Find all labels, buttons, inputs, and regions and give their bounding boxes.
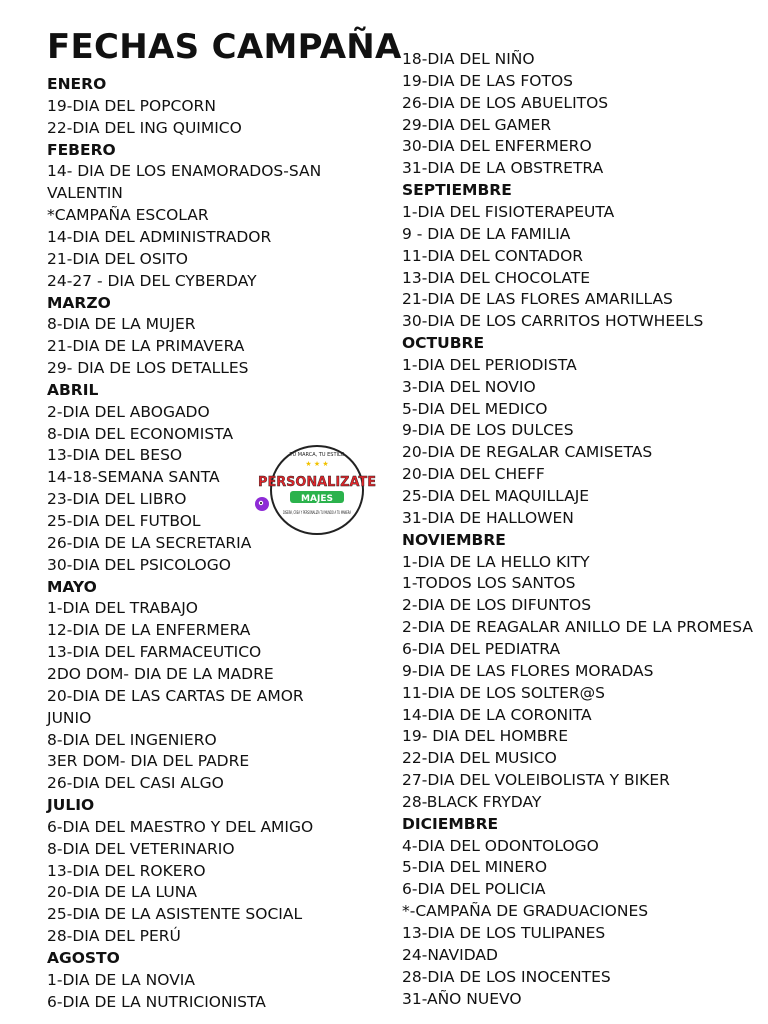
date-entry: 27-DIA DEL VOLEIBOLISTA Y BIKER (402, 771, 670, 790)
date-entry: 22-DIA DEL MUSICO (402, 749, 557, 768)
date-entry: 11-DIA DEL CONTADOR (402, 246, 584, 265)
date-entry: 14-DIA DE LA CORONITA (402, 705, 592, 724)
date-entry: 3ER DOM- DIA DEL PADRE (47, 752, 250, 771)
date-entry: 20-DIA DE LA LUNA (47, 883, 197, 902)
date-entry: 8-DIA DEL VETERINARIO (47, 839, 235, 858)
date-entry: 1-DIA DE LA HELLO KITY (402, 552, 590, 571)
date-entry: 1-DIA DEL FISIOTERAPEUTA (402, 202, 615, 221)
date-entry: 5-DIA DEL MEDICO (402, 399, 548, 418)
date-entry: 11-DIA DE LOS SOLTER@S (402, 683, 605, 702)
date-entry: 31-DIA DE LA OBSTRETRA (402, 159, 604, 178)
logo-bottom-text: DISEÑA, CREA Y PERSONALIZA TU MUNDO A TU MANERA (283, 510, 352, 515)
month-heading: JULIO (47, 796, 95, 815)
date-entry: 30-DIA DEL ENFERMERO (402, 137, 592, 156)
month-heading: DICIEMBRE (402, 814, 499, 833)
date-entry: 19- DIA DEL HOMBRE (402, 727, 568, 746)
date-entry: 25-DIA DE LA ASISTENTE SOCIAL (47, 905, 303, 924)
date-entry: 13-DIA DE LOS TULIPANES (402, 924, 606, 942)
date-entry: 4-DIA DEL ODONTOLOGO (402, 836, 599, 855)
date-entry: 9-DIA DE LOS DULCES (402, 421, 574, 440)
date-entry: 28-DIA DEL PERÚ (47, 927, 181, 946)
date-entry: JUNIO (47, 708, 92, 727)
date-entry: *CAMPAÑA ESCOLAR (47, 206, 209, 225)
date-entry: 20-DIA DE REGALAR CAMISETAS (402, 443, 653, 462)
date-entry: 21-DIA DE LA PRIMAVERA (47, 337, 245, 356)
date-entry: 13-DIA DEL FARMACEUTICO (47, 643, 262, 662)
month-heading: SEPTIEMBRE (402, 181, 512, 200)
date-entry: 19-DIA DE LAS FOTOS (402, 71, 573, 90)
logo-sub-text: MAJES (301, 494, 333, 504)
date-entry: 25-DIA DEL FUTBOL (47, 512, 201, 530)
date-entry: 14-18-SEMANA SANTA (47, 468, 220, 487)
date-entry: 30-DIA DEL PSICOLOGO (47, 555, 231, 574)
date-entry: 9-DIA DE LAS FLORES MORADAS (402, 661, 654, 680)
date-entry: 31-DIA DE HALLOWEN (402, 508, 574, 527)
date-entry: 2-DIA DE REAGALAR ANILLO DE LA PROMESA (402, 618, 753, 637)
date-entry: 8-DIA DEL ECONOMISTA (47, 424, 234, 443)
date-entry: 31-AÑO NUEVO (402, 989, 522, 1008)
date-entry: 6-DIA DEL MAESTRO Y DEL AMIGO (47, 817, 314, 836)
date-entry: 14-DIA DEL ADMINISTRADOR (47, 227, 272, 246)
date-entry: *-CAMPAÑA DE GRADUACIONES (402, 902, 649, 921)
date-entry: 2-DIA DE LOS DIFUNTOS (402, 596, 592, 615)
date-entry: 6-DIA DEL POLICIA (402, 880, 546, 899)
date-entry: 21-DIA DEL OSITO (47, 249, 188, 268)
page-title: FECHAS CAMPAÑA (47, 27, 402, 67)
date-entry: 3-DIA DEL NOVIO (402, 377, 536, 396)
month-heading: ENERO (47, 75, 107, 93)
date-entry: 6-DIA DEL PEDIATRA (402, 639, 561, 658)
date-entry: 25-DIA DEL MAQUILLAJE (402, 487, 590, 505)
date-entry: 18-DIA DEL NIÑO (402, 50, 535, 68)
date-entry: 5-DIA DEL MINERO (402, 858, 548, 877)
date-entry: 21-DIA DE LAS FLORES AMARILLAS (402, 290, 673, 309)
logo-main-text: PERSONALIZATE (258, 475, 376, 490)
date-entry: 29-DIA DEL GAMER (402, 115, 552, 134)
date-entry: 13-DIA DEL ROKERO (47, 861, 206, 880)
date-entry: 29- DIA DE LOS DETALLES (47, 359, 249, 378)
date-entry: 12-DIA DE LA ENFERMERA (47, 621, 251, 640)
date-entry: 19-DIA DEL POPCORN (47, 96, 216, 115)
month-heading: MAYO (47, 577, 97, 596)
date-entry: 20-DIA DEL CHEFF (402, 465, 545, 484)
date-entry: 8-DIA DEL INGENIERO (47, 730, 217, 749)
date-entry: 1-DIA DEL TRABAJO (47, 599, 199, 618)
date-entry: 23-DIA DEL LIBRO (47, 490, 187, 509)
date-entry: 2-DIA DEL ABOGADO (47, 402, 210, 421)
date-entry: 8-DIA DE LA MUJER (47, 315, 196, 334)
date-entry: 6-DIA DE LA NUTRICIONISTA (47, 992, 266, 1011)
date-entry: 1-TODOS LOS SANTOS (402, 574, 576, 593)
date-entry: VALENTIN (47, 184, 123, 203)
date-entry: 26-DIA DE LOS ABUELITOS (402, 93, 609, 112)
date-entry: 13-DIA DEL BESO (47, 446, 183, 465)
date-entry: 2DO DOM- DIA DE LA MADRE (47, 664, 274, 683)
date-entry: 24-NAVIDAD (402, 945, 498, 964)
date-entry: 22-DIA DEL ING QUIMICO (47, 118, 242, 137)
date-entry: 24-27 - DIA DEL CYBERDAY (47, 271, 257, 290)
month-heading: ABRIL (47, 380, 99, 399)
date-entry: 1-DIA DE LA NOVIA (47, 970, 195, 989)
date-entry: 14- DIA DE LOS ENAMORADOS-SAN (47, 162, 322, 181)
date-entry: 1-DIA DEL PERIODISTA (402, 355, 577, 374)
date-entry: 20-DIA DE LAS CARTAS DE AMOR (47, 686, 304, 705)
date-entry: 9 - DIA DE LA FAMILIA (402, 224, 571, 243)
month-heading: MARZO (47, 293, 111, 312)
personalizate-majes-logo (250, 440, 380, 540)
month-heading: NOVIEMBRE (402, 530, 506, 549)
date-entry: 26-DIA DE LA SECRETARIA (47, 533, 252, 552)
date-entry: 28-BLACK FRYDAY (402, 792, 542, 811)
date-entry: 13-DIA DEL CHOCOLATE (402, 268, 590, 287)
date-entry: 28-DIA DE LOS INOCENTES (402, 967, 611, 986)
date-entry: 26-DIA DEL CASI ALGO (47, 774, 224, 793)
month-heading: FEBERO (47, 140, 116, 159)
logo-stars: ★ ★ ★ (305, 460, 329, 468)
date-entry: 30-DIA DE LOS CARRITOS HOTWHEELS (402, 312, 704, 331)
month-heading: OCTUBRE (402, 334, 485, 353)
logo-top-text: TU MARCA, TU ESTILO (289, 452, 345, 458)
month-heading: AGOSTO (47, 949, 120, 967)
